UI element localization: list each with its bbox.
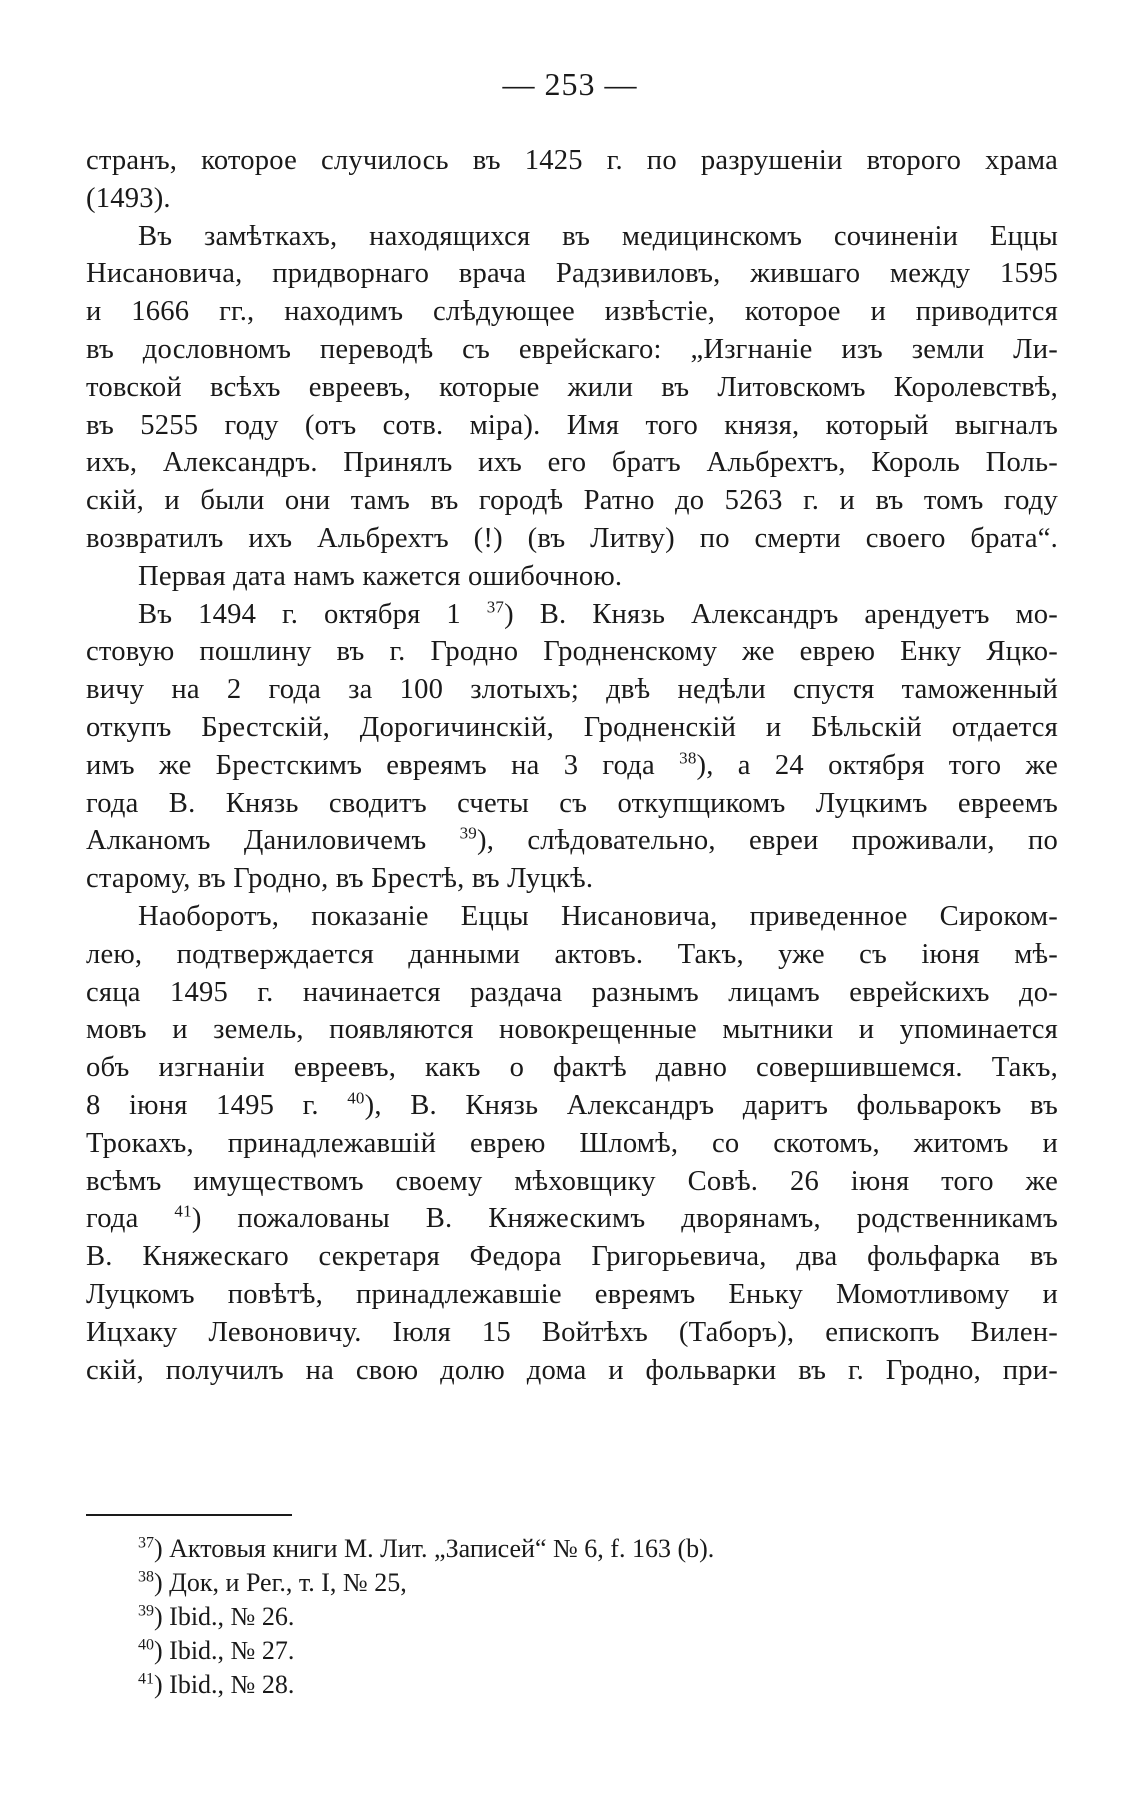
text-line: въ дословномъ переводѣ съ еврейскаго: „Изгнаніе изъ земли Ли- (86, 333, 1058, 365)
line-text-after-note: ), а 24 октября того же (696, 749, 1058, 781)
text-line: ихъ, Александръ. Принялъ ихъ его братъ Альбрехтъ, Король Поль- (86, 447, 1058, 479)
footnote (138, 1600, 1038, 1634)
text-line: объ изгнаніи евреевъ, какъ о фактѣ давно совершившемся. Такъ, (86, 1052, 1058, 1084)
footnote (138, 1566, 1038, 1600)
paragraph (86, 142, 1058, 218)
footnote-number: 41 (138, 1670, 154, 1688)
text-line (86, 1200, 1058, 1238)
line-text-before-note: имъ же Брестскимъ евреямъ на 3 года (86, 749, 680, 781)
text-line: года В. Князь сводитъ счеты съ откупщикомъ Луцкимъ евреемъ (86, 787, 1058, 819)
text-line (86, 596, 1058, 634)
footnote-number: 39 (138, 1602, 154, 1620)
line-text-after-note: ) В. Князь Александръ арендуетъ мо- (504, 598, 1058, 630)
text-line: Нисановича, придворнаго врача Радзивиловъ, жившаго между 1595 (86, 258, 1058, 290)
footnote-text: ) Ibid., № 28. (154, 1670, 295, 1699)
footnote (138, 1634, 1038, 1668)
text-line: товской всѣхъ евреевъ, которые жили въ Литовскомъ Королевствѣ, (86, 371, 1058, 403)
footnote-text: ) Ibid., № 27. (154, 1636, 295, 1665)
text-line: В. Княжескаго секретаря Федора Григорьевича, два фольфарка въ (86, 1241, 1058, 1273)
text-line: и 1666 гг., находимъ слѣдующее извѣстіе, которое и приводится (86, 296, 1058, 328)
footnote-reference: 39 (459, 823, 478, 843)
text-line: мовъ и земель, появляются новокрещенные мытники и упоминается (86, 1014, 1058, 1046)
text-line: скій, получилъ на свою долю дома и фольварки въ г. Гродно, при- (86, 1354, 1058, 1386)
text-line: странъ, которое случилось въ 1425 г. по разрушеніи второго храма (86, 145, 1058, 176)
paragraph (86, 596, 1058, 898)
line-text-after-note: ), слѣдовательно, евреи проживали, по (477, 825, 1058, 857)
text-line: въ 5255 году (отъ сотв. міра). Имя того князя, который выгналъ (86, 409, 1058, 441)
text-line (86, 747, 1058, 785)
text-line: Трокахъ, принадлежавшій еврею Шломѣ, со скотомъ, житомъ и (86, 1127, 1058, 1159)
paragraph (86, 898, 1058, 1389)
text-line: стовую пошлину въ г. Гродно Гродненскому же еврею Енку Яцко- (86, 636, 1058, 668)
text-line: Въ замѣткахъ, находящихся въ медицинскомъ сочиненіи Еццы (138, 220, 1058, 252)
line-text-before-note: года (86, 1203, 175, 1235)
text-line: откупъ Брестскій, Дорогичинскій, Гродненскій и Бѣльскій отдается (86, 711, 1058, 743)
line-text-after-note: ), В. Князь Александръ даритъ фольварокъ въ (364, 1089, 1058, 1121)
text-line (86, 1087, 1058, 1125)
page-number: — 253 — (502, 66, 638, 102)
text-line: скій, и были они тамъ въ городѣ Ратно до 5263 г. и въ томъ году (86, 485, 1058, 517)
text-line: вичу на 2 года за 100 злотыхъ; двѣ недѣли спустя таможенный (86, 674, 1058, 706)
text-line: старому, въ Гродно, въ Брестѣ, въ Луцкѣ. (86, 863, 594, 895)
text-line: Луцкомъ повѣтѣ, принадлежавшіе евреямъ Еньку Момотливому и (86, 1278, 1058, 1310)
main-text (86, 142, 1058, 1389)
footnote-text: ) Ibid., № 26. (154, 1602, 295, 1631)
paragraph (86, 558, 1058, 596)
paragraph (86, 218, 1058, 558)
text-line: Первая дата намъ кажется ошибочною. (138, 560, 623, 592)
footnote (138, 1668, 1038, 1702)
text-line: возвратилъ ихъ Альбрехтъ (!) (въ Литву) по смерти своего брата“. (86, 522, 1058, 554)
footnote-reference: 40 (347, 1088, 365, 1108)
line-text-before-note: Алканомъ Даниловичемъ (86, 825, 460, 857)
footnote-text: ) Док, и Рег., т. I, № 25, (154, 1568, 407, 1597)
footnote-number: 37 (138, 1534, 154, 1552)
footnote-reference: 41 (174, 1201, 192, 1221)
line-text-after-note: ) пожалованы В. Княжескимъ дворянамъ, родственникамъ (191, 1203, 1058, 1235)
text-line: (1493). (86, 182, 171, 214)
line-text-before-note: Въ 1494 г. октября 1 (138, 598, 487, 630)
text-line: Ицхаку Левоновичу. Іюля 15 Войтѣхъ (Таборъ), епископъ Вилен- (86, 1316, 1058, 1348)
text-line: лею, подтверждается данными актовъ. Такъ, уже съ іюня мѣ- (86, 938, 1058, 970)
footnote-text: ) Актовыя книги М. Лит. „Записей“ № 6, f. 163 (b). (154, 1534, 715, 1563)
footnotes (138, 1532, 1038, 1702)
text-line: всѣмъ имуществомъ своему мѣховщику Совѣ. 26 іюня того же (86, 1165, 1058, 1197)
text-line: сяца 1495 г. начинается раздача разнымъ лицамъ еврейскихъ до- (86, 976, 1058, 1008)
text-line (86, 822, 1058, 860)
footnote-divider (86, 1514, 292, 1516)
line-text-before-note: 8 іюня 1495 г. (86, 1089, 348, 1121)
footnote-reference: 38 (679, 748, 697, 768)
footnote-number: 40 (138, 1636, 154, 1654)
footnote (138, 1532, 1038, 1566)
footnote-number: 38 (138, 1568, 154, 1586)
text-line: Наоборотъ, показаніе Еццы Нисановича, приведенное Сироком- (138, 900, 1058, 932)
footnote-reference: 37 (486, 597, 505, 617)
